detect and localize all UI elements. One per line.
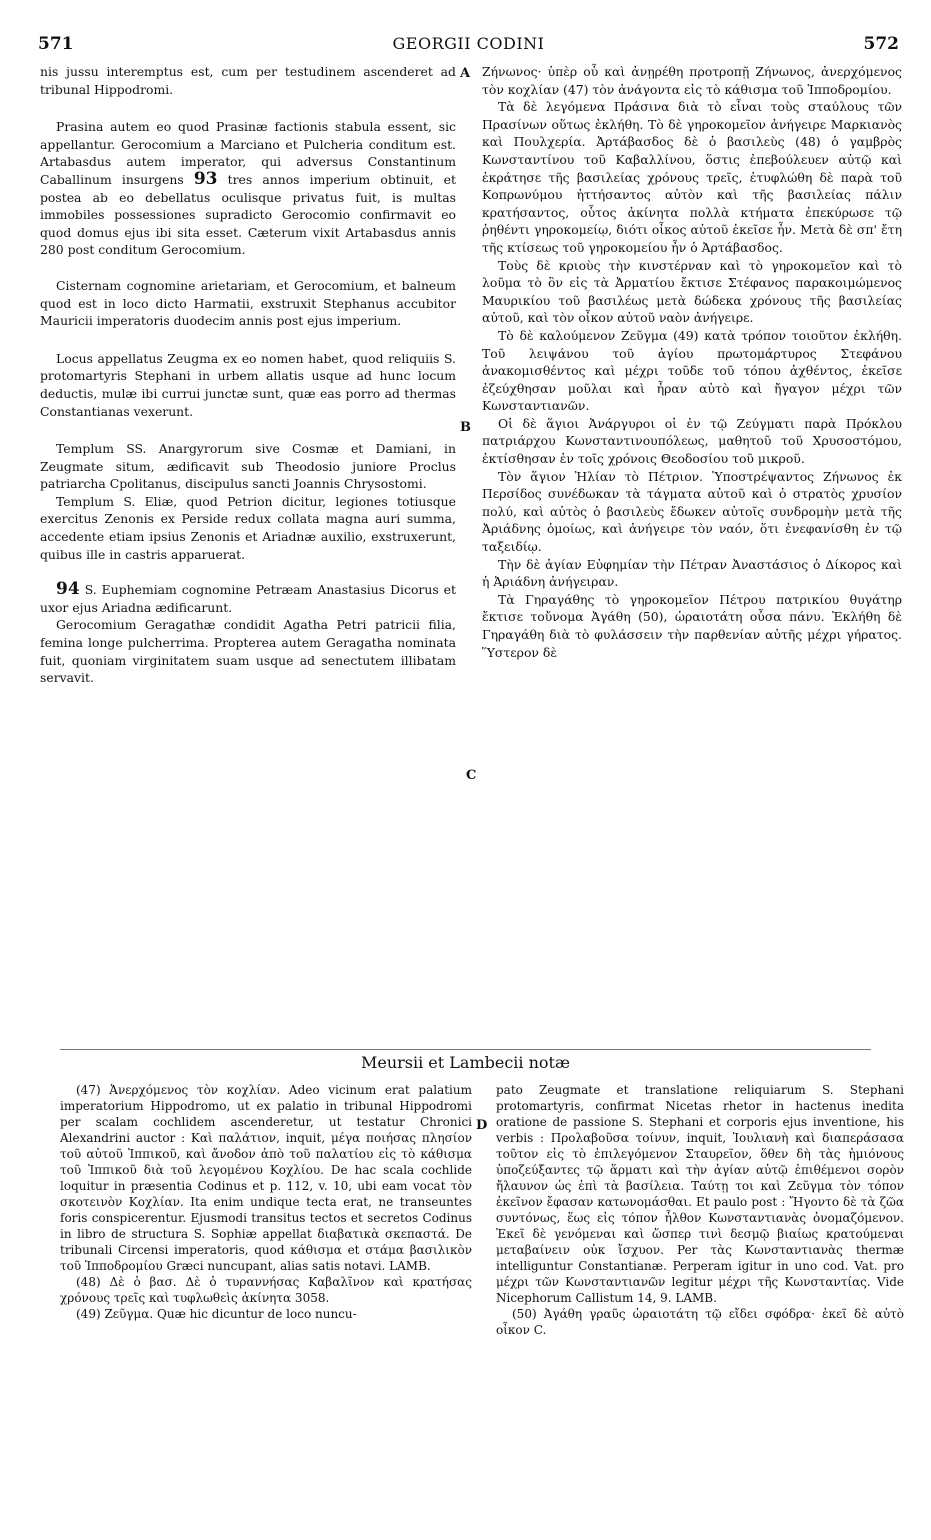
- margin-letter-a: A: [460, 66, 471, 81]
- latin-paragraph: nis jussu interemptus est, cum per testudinem ascenderet ad tribunal Hippodromi.: [40, 64, 456, 97]
- footnote: (47) Ἀνερχόμενος τὸν κοχλίαν. Adeo vicinum erat palatium imperatorium Hippodromo, ut ex palatio in tribunal Hippodromi per scalam cochlidem ascenderetur, ut testatur Chronici Alexandrini auctor : Καὶ παλάτιον, inquit, μέγα ποιήσας πλησίον τοῦ αὐτοῦ Ἱππικοῦ, καὶ ἄνοδον ἀπὸ τοῦ παλατίου εἰς τὸ κάθισμα τοῦ Ἱππικοῦ διὰ τοῦ λεγομένου Κοχλίου. De hac scala cochlide loquitur in præsentia Codinus et p. 112, v. 10, ubi eam vocat τὸν σκοτεινὸν Κοχλίαν. Ita enim undique tecta erat, ne transeuntes foris conspicerentur. Ejusmodi transitus tectos et secretos Codinus in libro de structura S. Sophiæ appellat διαβατικὰ σκεπαστά. De tribunali Circensi imperatoris, quod κάθισμα et στάμα βασιλικὸν τοῦ Ἱπποδρομίου Græci nuncupant, alias satis notavi. LAMB.: [60, 1083, 472, 1273]
- left-page-number: 571: [38, 34, 74, 54]
- latin-paragraph: Locus appellatus Zeugma ex eo nomen habet, quod reliquiis S. protomartyris Stephani in urbem allatis usque ad hunc locum deductis, mulæ ibi currui junctæ sunt, quæ eas porro ad thermas Constantianas vexerunt.: [40, 350, 456, 419]
- section-number: 93: [193, 168, 218, 189]
- margin-letter-b: B: [460, 420, 471, 435]
- greek-paragraph: Τοὺς δὲ κριοὺς τὴν κινστέρναν καὶ τὸ γηροκομεῖον καὶ τὸ λοῦμα τὸ ὂν εἰς τὰ Ἀρματίου ἔκτισε Στέφανος παρακοιμώμενος Μαυρικίου τοῦ βασιλέως μετὰ δώδεκα χρόνους τῆς βασιλείας αὐτοῦ, καὶ τὸν οἶκον αὐτοῦ ναὸν ἀνήγειρε.: [482, 257, 902, 326]
- section-number: 94: [56, 579, 80, 600]
- running-header: [38, 34, 899, 56]
- greek-paragraph: Τὴν δὲ ἁγίαν Εὐφημίαν τὴν Πέτραν Ἀναστάσιος ὁ Δίκορος καὶ ἡ Ἀριάδνη ἀνήγειραν.: [482, 556, 902, 590]
- latin-paragraph: Cisternam cognomine arietariam, et Gerocomium, et balneum quod est in loco dicto Harmatii, exstruxit Stephanus accubitor Mauricii imperatoris duodecim annis post ejus imperium.: [40, 277, 456, 329]
- margin-letter-c: C: [466, 768, 477, 783]
- notes-divider: [60, 1049, 871, 1050]
- notes-left-column: [60, 1082, 472, 1322]
- greek-paragraph: Ζήνωνος· ὑπὲρ οὗ καὶ ἀνῃρέθη προτροπῇ Ζήνωνος, ἀνερχόμενος τὸν κοχλίαν (47) τὸν ἀνάγοντα εἰς τὸ κάθισμα τοῦ Ἱπποδρομίου.: [482, 64, 902, 97]
- footnote: (50) Ἀγάθη γραῦς ὡραιοτάτη τῷ εἴδει σφόδρα· ἐκεῖ δὲ αὐτὸ οἶκον C.: [496, 1307, 904, 1337]
- latin-paragraph: Templum S. Eliæ, quod Petrion dicitur, legiones totiusque exercitus Zenonis ex Perside redux collata magna auri summa, accedente etiam ipsius Zenonis et Ariadnæ auxilio, exstruxerunt, quibus ille in castris apparuerat.: [40, 493, 456, 562]
- footnote: (48) Δὲ ὁ βασ. Δὲ ὁ τυραννήσας Καβαλῖνον καὶ κρατήσας χρόνους τρεῖς καὶ τυφλωθεὶς ἀκίνητα 3058.: [60, 1275, 472, 1305]
- margin-letter-d: D: [476, 1118, 488, 1133]
- footnote: (49) Ζεῦγμα. Quæ hic dicuntur de loco nuncu-: [76, 1307, 357, 1321]
- latin-column: [40, 63, 456, 687]
- greek-paragraph: Τὰ δὲ λεγόμενα Πράσινα διὰ τὸ εἶναι τοὺς σταύλους τῶν Πρασίνων οὕτως ἐκλήθη. Τὸ δὲ γηροκομεῖον ἀνήγειρε Μαρκιανὸς καὶ Πουλχερία. Ἀρτάβασδος δὲ ὁ βασιλεὺς (48) ὁ γαμβρὸς Κωνσταντίνου τοῦ Καβαλλίνου, ὅστις ἐπεβούλευεν αὐτῷ καὶ ἐκράτησε τῆς βασιλείας χρόνους τρεῖς, ἐτυφλώθη δὲ παρὰ τοῦ Κοπρωνύμου ἡττήσαντος αὐτὸν καὶ τῆς βασιλείας πάλιν κρατήσαντος, οὗτος ἀκίνητα πολλὰ κτήματα ἐπεκύρωσε τῷ ῥηθέντι γηροκομείῳ, διότι οἶκος αὐτοῦ ἐκεῖσε ἦν. Μετὰ δὲ σπ' ἔτη τῆς κτίσεως τοῦ γηροκομείου ἦν ὁ Ἀρτάβασδος.: [482, 99, 902, 255]
- notes-title: Meursii et Lambecii notæ: [360, 1053, 571, 1072]
- greek-paragraph: Οἱ δὲ ἅγιοι Ἀνάργυροι οἱ ἐν τῷ Ζεύγματι παρὰ Πρόκλου πατριάρχου Κωνσταντινουπόλεως, μαθητοῦ τοῦ Χρυσοστόμου, ἐκτίσθησαν ἐν τοῖς χρόνοις Θεοδοσίου τοῦ μικροῦ.: [482, 415, 902, 467]
- greek-paragraph: Τὸν ἅγιον Ἠλίαν τὸ Πέτριον. Ὑποστρέψαντος Ζήνωνος ἐκ Περσίδος συνέδωκαν τὰ τάγματα αὐτοῦ καὶ ὁ στρατὸς χρυσίον πολύ, καὶ αὐτὸς ὁ βασιλεὺς ἔδωκεν αὐτοῖς συνδρομὴν μετὰ τῆς Ἀριάδνης ὁμοίως, καὶ ἀνήγειρε τὸν ναόν, ὅτι ἐνεφανίσθη ἐν τῷ ταξειδίῳ.: [482, 468, 902, 555]
- greek-paragraph: Τὰ Γηραγάθης τὸ γηροκομεῖον Πέτρου πατρικίου θυγάτηρ ἔκτισε τοὔνομα Ἀγάθη (50), ὡραιοτάτη οὖσα πάνυ. Ἐκλήθη δὲ Γηραγάθη διὰ τὸ φυλάσσειν τὴν παρθενίαν αὐτῆς μέχρι γήρατος. Ὕστερον δὲ: [482, 591, 902, 660]
- footnote: pato Zeugmate et translatione reliquiarum S. Stephani protomartyris, confirmat Nicetas rhetor in hactenus inedita oratione de passione S. Stephani et corporis ejus inventione, his verbis : Προλαβοῦσα τοίνυν, inquit, Ἰουλιανὴ καὶ διαπεράσασα τοῦτον εἰς τὸ ἐπιλεγόμενον Σταυρεῖον, ὅθεν δὴ τὰς ἡμιόνους ὑποζεύξαντες τῷ ἅρματι καὶ τὴν ἁγίαν αὐτῷ ἐπιθέμενοι σορὸν ἤλαυνον ὡς ἐπὶ τὰ βασίλεια. Ταύτῃ τοι καὶ Ζεῦγμα τὸν τόπον ἐκεῖνον ἔφασαν κατωνομάσθαι. Et paulo post : Ἤγοντο δὲ τὰ ζῶα συντόνως, ἕως εἰς τόπον ἦλθον Κωνσταντιανὰς ὀνομαζόμενον. Ἐκεῖ δὲ γενόμεναι καὶ ὥσπερ τινὶ δεσμῷ βιαίως κρατούμεναι μεταβαίνειν οὐκ ἴσχυον. Per τὰς Κωνσταντιανὰς thermæ intelliguntur Constantianæ. Perperam igitur in uno cod. Vat. pro μέχρι τῶν Κωνσταντιανῶν legitur μέχρι τῆς Κωνσταντίας. Vide Nicephorum Callistum 14, 9. LAMB.: [496, 1083, 904, 1305]
- latin-paragraph: Prasina autem eo quod Prasinæ factionis stabula essent, sic appellantur. Gerocomium a Marciano et Pulcheria conditum est. Artabasdus autem imperator, qui adversus Constantinum Caballinum insurgens 93 tres annos imperium obtinuit, et postea ab eo debellatus oculisque privatus fuit, is multas immobiles possessiones supradicto Gerocomio confirmavit eo quod domus ejus ibi sita esset. Cæterum vixit Artabasdus annis 280 post conditum Gerocomium.: [40, 119, 456, 258]
- right-page-number: 572: [863, 34, 899, 54]
- notes-right-column: [496, 1082, 904, 1338]
- latin-paragraph: Templum SS. Anargyrorum sive Cosmæ et Damiani, in Zeugmate situm, ædificavit sub Theodosio juniore Proclus patriarcha Cpolitanus, discipulus sancti Joannis Chrysostomi.: [40, 441, 456, 492]
- latin-paragraph: 94 S. Euphemiam cognomine Petræam Anastasius Dicorus et uxor ejus Ariadna ædificarunt.: [40, 579, 456, 615]
- greek-column: [482, 63, 902, 661]
- latin-paragraph: Gerocomium Geragathæ condidit Agatha Petri patricii filia, femina longe pulcherrima. Propterea autem Geragatha nominata fuit, quoniam virginitatem suam usque ad senectutem illibatam servavit.: [40, 617, 456, 686]
- greek-paragraph: Τὸ δὲ καλούμενον Ζεῦγμα (49) κατὰ τρόπον τοιοῦτον ἐκλήθη. Τοῦ λειψάνου τοῦ ἁγίου πρωτομάρτυρος Στεφάνου ἀνακομισθέντος καὶ μέχρι τοῦδε τοῦ τόπου ἀχθέντος, ἐκεῖσε ἐζεύχθησαν μοῦλαι καὶ ἦραν αὐτὸ καὶ ἤγαγον μέχρι τῶν Κωνσταντιανῶν.: [482, 327, 902, 414]
- running-title: GEORGII CODINI: [392, 34, 545, 53]
